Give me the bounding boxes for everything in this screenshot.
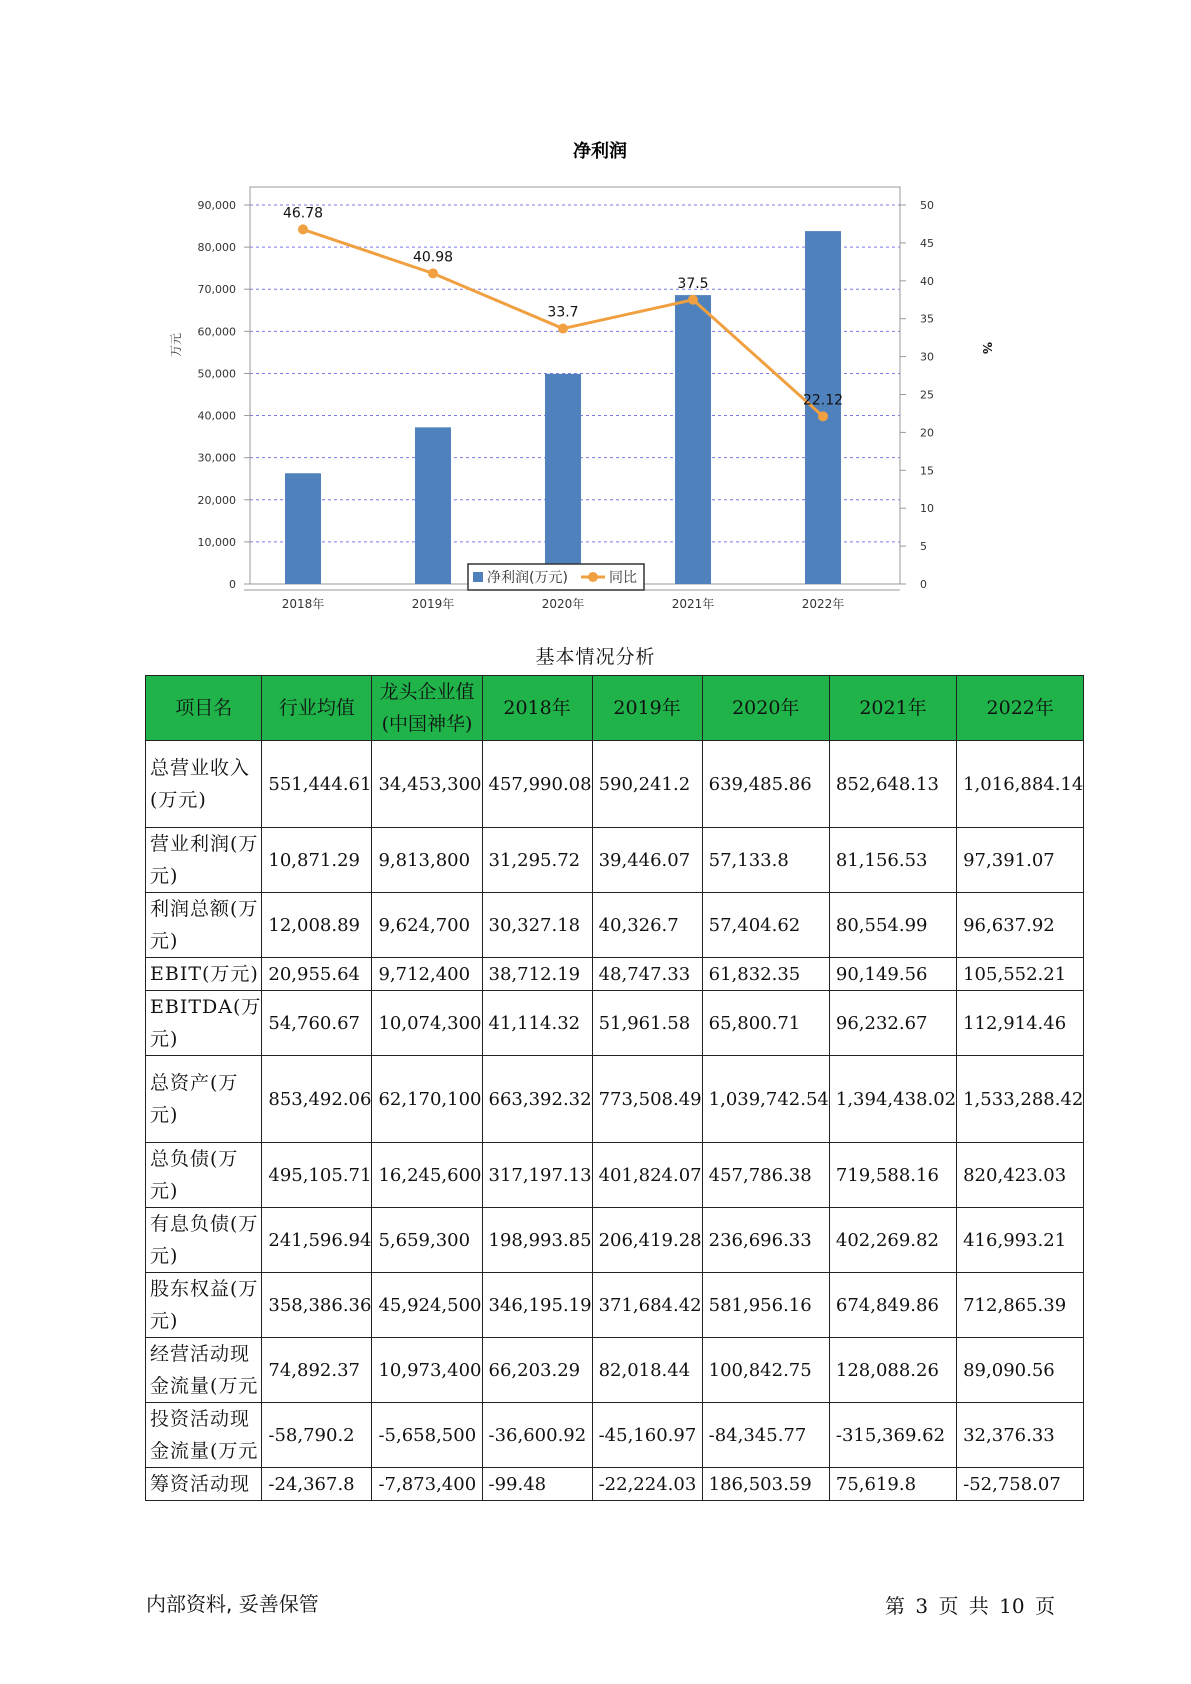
- yoy-data-label: 33.7: [547, 304, 579, 321]
- value-cell: 90,149.56: [829, 958, 956, 991]
- value-cell: 57,133.8: [702, 828, 829, 893]
- y-right-tick-label: 25: [920, 388, 934, 402]
- y-axis-left-label: 万元: [169, 332, 183, 358]
- value-cell: 186,503.59: [702, 1468, 829, 1501]
- value-cell: 20,955.64: [262, 958, 372, 991]
- value-cell: 82,018.44: [592, 1338, 702, 1403]
- value-cell: 1,016,884.14: [957, 741, 1084, 828]
- yoy-point: [428, 268, 438, 278]
- value-cell: -84,345.77: [702, 1403, 829, 1468]
- header-cell: 2022年: [957, 676, 1084, 741]
- value-cell: 457,990.08: [482, 741, 592, 828]
- value-cell: 74,892.37: [262, 1338, 372, 1403]
- y-left-tick-label: 20,000: [197, 493, 236, 507]
- value-cell: 112,914.46: [957, 991, 1084, 1056]
- value-cell: 206,419.28: [592, 1208, 702, 1273]
- value-cell: 75,619.8: [829, 1468, 956, 1501]
- value-cell: 457,786.38: [702, 1143, 829, 1208]
- value-cell: 97,391.07: [957, 828, 1084, 893]
- bar: [675, 295, 711, 584]
- value-cell: 1,039,742.54: [702, 1056, 829, 1143]
- legend-line-marker: [588, 572, 598, 582]
- value-cell: 852,648.13: [829, 741, 956, 828]
- table-row: [146, 1273, 1084, 1338]
- value-cell: 1,533,288.42: [957, 1056, 1084, 1143]
- value-cell: 317,197.13: [482, 1143, 592, 1208]
- value-cell: -5,658,500: [372, 1403, 482, 1468]
- footer-page-number: 第 3 页 共 10 页: [885, 1594, 1055, 1618]
- y-left-tick-label: 90,000: [197, 199, 236, 212]
- y-left-tick-label: 60,000: [197, 325, 236, 339]
- value-cell: 38,712.19: [482, 958, 592, 991]
- value-cell: 10,973,400: [372, 1338, 482, 1403]
- value-cell: -58,790.2: [262, 1403, 372, 1468]
- value-cell: -7,873,400: [372, 1468, 482, 1501]
- value-cell: 12,008.89: [262, 893, 372, 958]
- table-header-row: [146, 676, 1084, 741]
- table-row: [146, 1403, 1084, 1468]
- y-right-tick-label: 50: [920, 199, 934, 212]
- table-row: [146, 991, 1084, 1056]
- value-cell: 639,485.86: [702, 741, 829, 828]
- value-cell: 57,404.62: [702, 893, 829, 958]
- y-axis-right-label: %: [980, 341, 994, 355]
- value-cell: 105,552.21: [957, 958, 1084, 991]
- value-cell: 30,327.18: [482, 893, 592, 958]
- value-cell: -24,367.8: [262, 1468, 372, 1501]
- y-left-tick-label: 0: [229, 578, 236, 591]
- value-cell: 1,394,438.02: [829, 1056, 956, 1143]
- y-right-tick-label: 35: [920, 312, 934, 326]
- table-row: [146, 741, 1084, 828]
- value-cell: 719,588.16: [829, 1143, 956, 1208]
- row-label-cell: 总资产(万元): [146, 1056, 262, 1143]
- value-cell: 32,376.33: [957, 1403, 1084, 1468]
- legend-line-label: 同比: [609, 570, 637, 586]
- value-cell: 241,596.94: [262, 1208, 372, 1273]
- y-left-tick-label: 30,000: [197, 451, 236, 465]
- value-cell: 41,114.32: [482, 991, 592, 1056]
- table-row: [146, 1143, 1084, 1208]
- yoy-point: [558, 324, 568, 334]
- table-row: [146, 1468, 1084, 1501]
- value-cell: 89,090.56: [957, 1338, 1084, 1403]
- value-cell: 712,865.39: [957, 1273, 1084, 1338]
- table-row: [146, 958, 1084, 991]
- y-right-tick-label: 45: [920, 236, 934, 250]
- value-cell: 62,170,100: [372, 1056, 482, 1143]
- value-cell: -52,758.07: [957, 1468, 1084, 1501]
- table-row: [146, 1056, 1084, 1143]
- basic-analysis-table: [145, 675, 1084, 1501]
- header-cell: 2018年: [482, 676, 592, 741]
- value-cell: 551,444.61: [262, 741, 372, 828]
- value-cell: 820,423.03: [957, 1143, 1084, 1208]
- x-tick-label: 2020年: [541, 597, 585, 611]
- value-cell: 100,842.75: [702, 1338, 829, 1403]
- value-cell: 495,105.71: [262, 1143, 372, 1208]
- value-cell: -36,600.92: [482, 1403, 592, 1468]
- yoy-data-label: 22.12: [802, 392, 844, 409]
- y-right-tick-label: 5: [920, 540, 927, 554]
- value-cell: 80,554.99: [829, 893, 956, 958]
- value-cell: 40,326.7: [592, 893, 702, 958]
- table-row: [146, 1208, 1084, 1273]
- row-label-cell: 经营活动现金流量(万元: [146, 1338, 262, 1403]
- header-cell: 2019年: [592, 676, 702, 741]
- yoy-point: [688, 295, 698, 305]
- value-cell: 31,295.72: [482, 828, 592, 893]
- row-label-cell: 股东权益(万元): [146, 1273, 262, 1338]
- value-cell: 61,832.35: [702, 958, 829, 991]
- row-label-cell: 利润总额(万元): [146, 893, 262, 958]
- y-left-tick-label: 10,000: [197, 535, 236, 549]
- value-cell: 371,684.42: [592, 1273, 702, 1338]
- value-cell: 48,747.33: [592, 958, 702, 991]
- bar: [545, 374, 581, 584]
- value-cell: -45,160.97: [592, 1403, 702, 1468]
- row-label-cell: EBITDA(万元): [146, 991, 262, 1056]
- yoy-data-label: 37.5: [677, 275, 709, 292]
- yoy-point: [818, 411, 828, 421]
- row-label-cell: 总负债(万元): [146, 1143, 262, 1208]
- value-cell: 9,813,800: [372, 828, 482, 893]
- value-cell: 581,956.16: [702, 1273, 829, 1338]
- value-cell: 402,269.82: [829, 1208, 956, 1273]
- value-cell: 346,195.19: [482, 1273, 592, 1338]
- chart-legend: [468, 564, 644, 590]
- value-cell: 66,203.29: [482, 1338, 592, 1403]
- row-label-cell: 投资活动现金流量(万元: [146, 1403, 262, 1468]
- value-cell: 663,392.32: [482, 1056, 592, 1143]
- header-cell: 行业均值: [262, 676, 372, 741]
- row-label-cell: 总营业收入(万元): [146, 741, 262, 828]
- table-row: [146, 893, 1084, 958]
- header-cell: 2021年: [829, 676, 956, 741]
- value-cell: -99.48: [482, 1468, 592, 1501]
- value-cell: -315,369.62: [829, 1403, 956, 1468]
- value-cell: 853,492.06: [262, 1056, 372, 1143]
- legend-bar-label: 净利润(万元): [487, 570, 568, 586]
- value-cell: 198,993.85: [482, 1208, 592, 1273]
- header-cell: 2020年: [702, 676, 829, 741]
- value-cell: 34,453,300: [372, 741, 482, 828]
- y-left-tick-label: 80,000: [197, 241, 236, 255]
- row-label-cell: EBIT(万元): [146, 958, 262, 991]
- value-cell: 773,508.49: [592, 1056, 702, 1143]
- y-left-tick-label: 50,000: [197, 367, 236, 381]
- legend-bar-swatch: [473, 572, 483, 582]
- value-cell: 9,624,700: [372, 893, 482, 958]
- value-cell: 9,712,400: [372, 958, 482, 991]
- y-right-tick-label: 40: [920, 274, 934, 288]
- y-left-tick-label: 70,000: [197, 283, 236, 297]
- value-cell: 51,961.58: [592, 991, 702, 1056]
- value-cell: 81,156.53: [829, 828, 956, 893]
- value-cell: 54,760.67: [262, 991, 372, 1056]
- value-cell: 65,800.71: [702, 991, 829, 1056]
- yoy-data-label: 40.98: [412, 249, 454, 266]
- value-cell: 416,993.21: [957, 1208, 1084, 1273]
- bar: [415, 427, 451, 584]
- x-tick-label: 2022年: [801, 597, 845, 611]
- x-tick-label: 2021年: [671, 597, 715, 611]
- value-cell: 96,637.92: [957, 893, 1084, 958]
- y-right-tick-label: 20: [920, 426, 934, 440]
- y-left-tick-label: 40,000: [197, 409, 236, 423]
- chart-title: 净利润: [573, 141, 627, 162]
- y-right-tick-label: 0: [920, 578, 927, 591]
- value-cell: 401,824.07: [592, 1143, 702, 1208]
- value-cell: 236,696.33: [702, 1208, 829, 1273]
- value-cell: 10,074,300: [372, 991, 482, 1056]
- yoy-data-label: 46.78: [282, 205, 324, 222]
- value-cell: 16,245,600: [372, 1143, 482, 1208]
- table-row: [146, 828, 1084, 893]
- value-cell: 674,849.86: [829, 1273, 956, 1338]
- value-cell: 45,924,500: [372, 1273, 482, 1338]
- value-cell: 358,386.36: [262, 1273, 372, 1338]
- row-label-cell: 营业利润(万元): [146, 828, 262, 893]
- y-right-tick-label: 10: [920, 502, 934, 516]
- value-cell: 128,088.26: [829, 1338, 956, 1403]
- row-label-cell: 有息负债(万元): [146, 1208, 262, 1273]
- header-cell: 龙头企业值(中国神华): [372, 676, 482, 741]
- yoy-point: [298, 224, 308, 234]
- value-cell: -22,224.03: [592, 1468, 702, 1501]
- row-label-cell: 筹资活动现: [146, 1468, 262, 1501]
- y-right-tick-label: 15: [920, 464, 934, 478]
- value-cell: 96,232.67: [829, 991, 956, 1056]
- bar: [285, 473, 321, 584]
- value-cell: 39,446.07: [592, 828, 702, 893]
- y-right-tick-label: 30: [920, 350, 934, 364]
- value-cell: 5,659,300: [372, 1208, 482, 1273]
- footer-confidential: 内部资料, 妥善保管: [146, 1592, 319, 1616]
- value-cell: 10,871.29: [262, 828, 372, 893]
- x-tick-label: 2018年: [281, 597, 325, 611]
- table-caption: 基本情况分析: [535, 646, 656, 668]
- value-cell: 590,241.2: [592, 741, 702, 828]
- table-row: [146, 1338, 1084, 1403]
- header-cell: 项目名: [146, 676, 262, 741]
- net-profit-chart: [150, 125, 1050, 611]
- x-tick-label: 2019年: [411, 597, 455, 611]
